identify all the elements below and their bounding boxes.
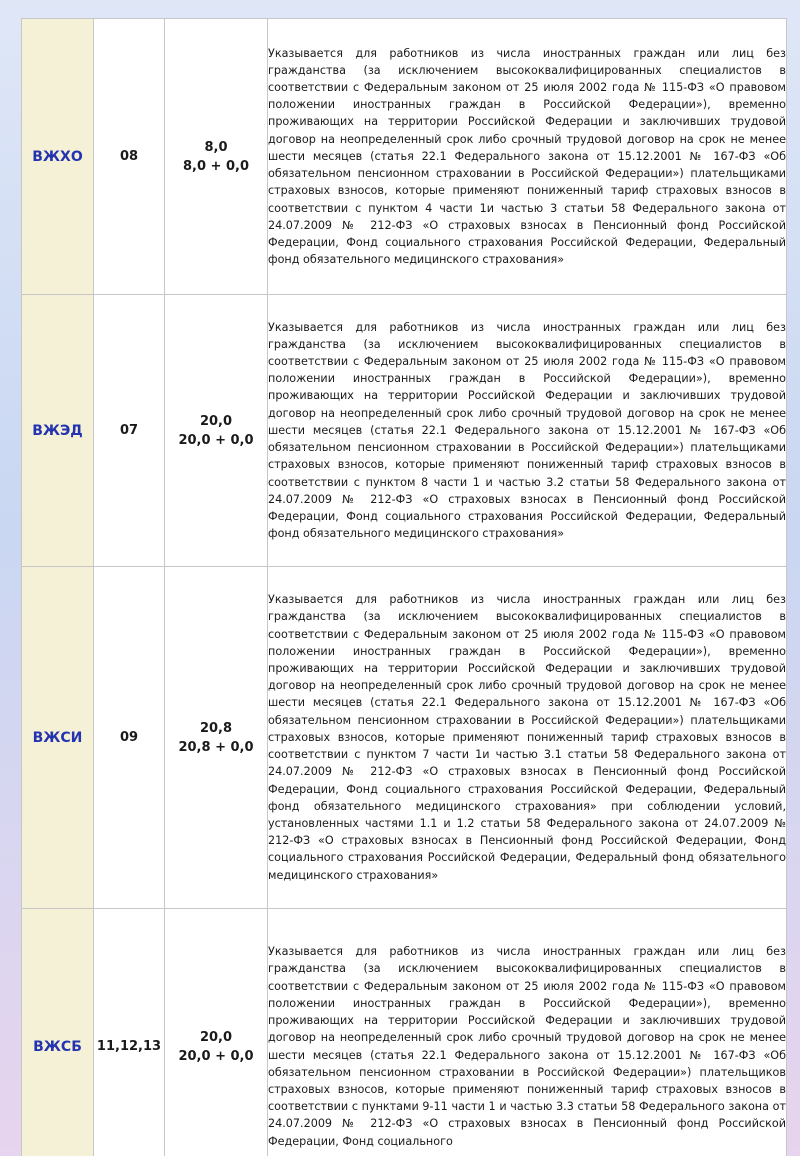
code-description: Указывается для работников из числа иностранных граждан или лиц без гражданства (за исключением высококвалифицированных специалистов в соответствии с Федеральным законом от 25 июля 2002 года № 115-ФЗ «О правовом положении иностранных граждан в Российской Федерации»), временно проживающих на территории Российской Федерации и заключивших трудовой договор на неопределенный срок либо срочный трудовой договор на срок не менее шести месяцев (статья 22.1 Федерального закона от 15.12.2001 № 167-ФЗ «Об обязательном пенсионном страховании в Российской Федерации») плательщиков страховых взносов, которые применяют пониженный тариф страховых взносов в соответствии с пунктами 9-11 части 1 и частью 3.3 статьи 58 Федерального закона от 24.07.2009 № 212-ФЗ «О страховых взносах в Пенсионный фонд Российской Федерации, Фонд социального: [268, 909, 787, 1156]
rate-sum: 20,8 + 0,0: [178, 739, 254, 755]
rate-main: 8,0: [204, 139, 228, 155]
table-row: [22, 19, 787, 295]
category-code: ВЖХО: [22, 19, 94, 295]
rate-main: 20,0: [199, 413, 233, 429]
tariff-number: 11,12,13: [94, 909, 165, 1156]
rate-sum: 20,0 + 0,0: [178, 432, 254, 448]
tariff-rate: [165, 909, 268, 1156]
rate-main: 20,0: [199, 1029, 233, 1045]
tariff-number: 09: [94, 567, 165, 909]
table-row: [22, 295, 787, 567]
tariff-number: 08: [94, 19, 165, 295]
table-row: [22, 909, 787, 1156]
category-code: ВЖСИ: [22, 567, 94, 909]
insurance-codes-table: [21, 18, 787, 1156]
code-description: Указывается для работников из числа иностранных граждан или лиц без гражданства (за исключением высококвалифицированных специалистов в соответствии с Федеральным законом от 25 июля 2002 года № 115-ФЗ «О правовом положении иностранных граждан в Российской Федерации»), временно проживающих на территории Российской Федерации и заключивших трудовой договор на неопределенный срок либо срочный трудовой договор на срок не менее шести месяцев (статья 22.1 Федерального закона от 15.12.2001 № 167-ФЗ «Об обязательном пенсионном страховании в Российской Федерации») плательщиками страховых взносов, которые применяют пониженный тариф страховых взносов в соответствии с пунктом 8 части 1 и частью 3.2 статьи 58 Федерального закона от 24.07.2009 № 212-ФЗ «О страховых взносах в Пенсионный фонд Российской Федерации, Фонд социального страхования Российской Федерации, Федеральный фонд обязательного медицинского страхования»: [268, 295, 787, 567]
tariff-rate: [165, 295, 268, 567]
category-code: ВЖСБ: [22, 909, 94, 1156]
rate-main: 20,8: [199, 720, 233, 736]
tariff-number: 07: [94, 295, 165, 567]
rate-sum: 20,0 + 0,0: [178, 1048, 254, 1064]
code-description: Указывается для работников из числа иностранных граждан или лиц без гражданства (за исключением высококвалифицированных специалистов в соответствии с Федеральным законом от 25 июля 2002 года № 115-ФЗ «О правовом положении иностранных граждан в Российской Федерации»), временно проживающих на территории Российской Федерации и заключивших трудовой договор на неопределенный срок либо срочный трудовой договор на срок не менее шести месяцев (статья 22.1 Федерального закона от 15.12.2001 № 167-ФЗ «Об обязательном пенсионном страховании в Российской Федерации») плательщиками страховых взносов, которые применяют пониженный тариф страховых взносов в соответствии с пунктом 4 части 1и частью 3 статьи 58 Федерального закона от 24.07.2009 № 212-ФЗ «О страховых взносах в Пенсионный фонд Российской Федерации, Фонд социального страхования Российской Федерации, Федеральный фонд обязательного медицинского страхования»: [268, 19, 787, 295]
table-row: [22, 567, 787, 909]
rate-sum: 8,0 + 0,0: [182, 158, 249, 174]
tariff-rate: [165, 567, 268, 909]
code-description: Указывается для работников из числа иностранных граждан или лиц без гражданства (за исключением высококвалифицированных специалистов в соответствии с Федеральным законом от 25 июля 2002 года № 115-ФЗ «О правовом положении иностранных граждан в Российской Федерации»), временно проживающих на территории Российской Федерации и заключивших трудовой договор на неопределенный срок либо срочный трудовой договор на срок не менее шести месяцев (статья 22.1 Федерального закона от 15.12.2001 № 167-ФЗ «Об обязательном пенсионном страховании в Российской Федерации») плательщиками страховых взносов, которые применяют пониженный тариф страховых взносов в соответствии с пунктом 7 части 1и частью 3.1 статьи 58 Федерального закона от 24.07.2009 № 212-ФЗ «О страховых взносах в Пенсионный фонд Российской Федерации, Фонд социального страхования Российской Федерации, Федеральный фонд обязательного медицинского страхования» при соблюдении условий, установленных частями 1.1 и 1.2 статьи 58 Федерального закона от 24.07.2009 № 212-ФЗ «О страховых взносах в Пенсионный фонд Российской Федерации, Фонд социального страхования Российской Федерации, Федеральный фонд обязательного медицинского страхования»: [268, 567, 787, 909]
category-code: ВЖЭД: [22, 295, 94, 567]
tariff-rate: [165, 19, 268, 295]
